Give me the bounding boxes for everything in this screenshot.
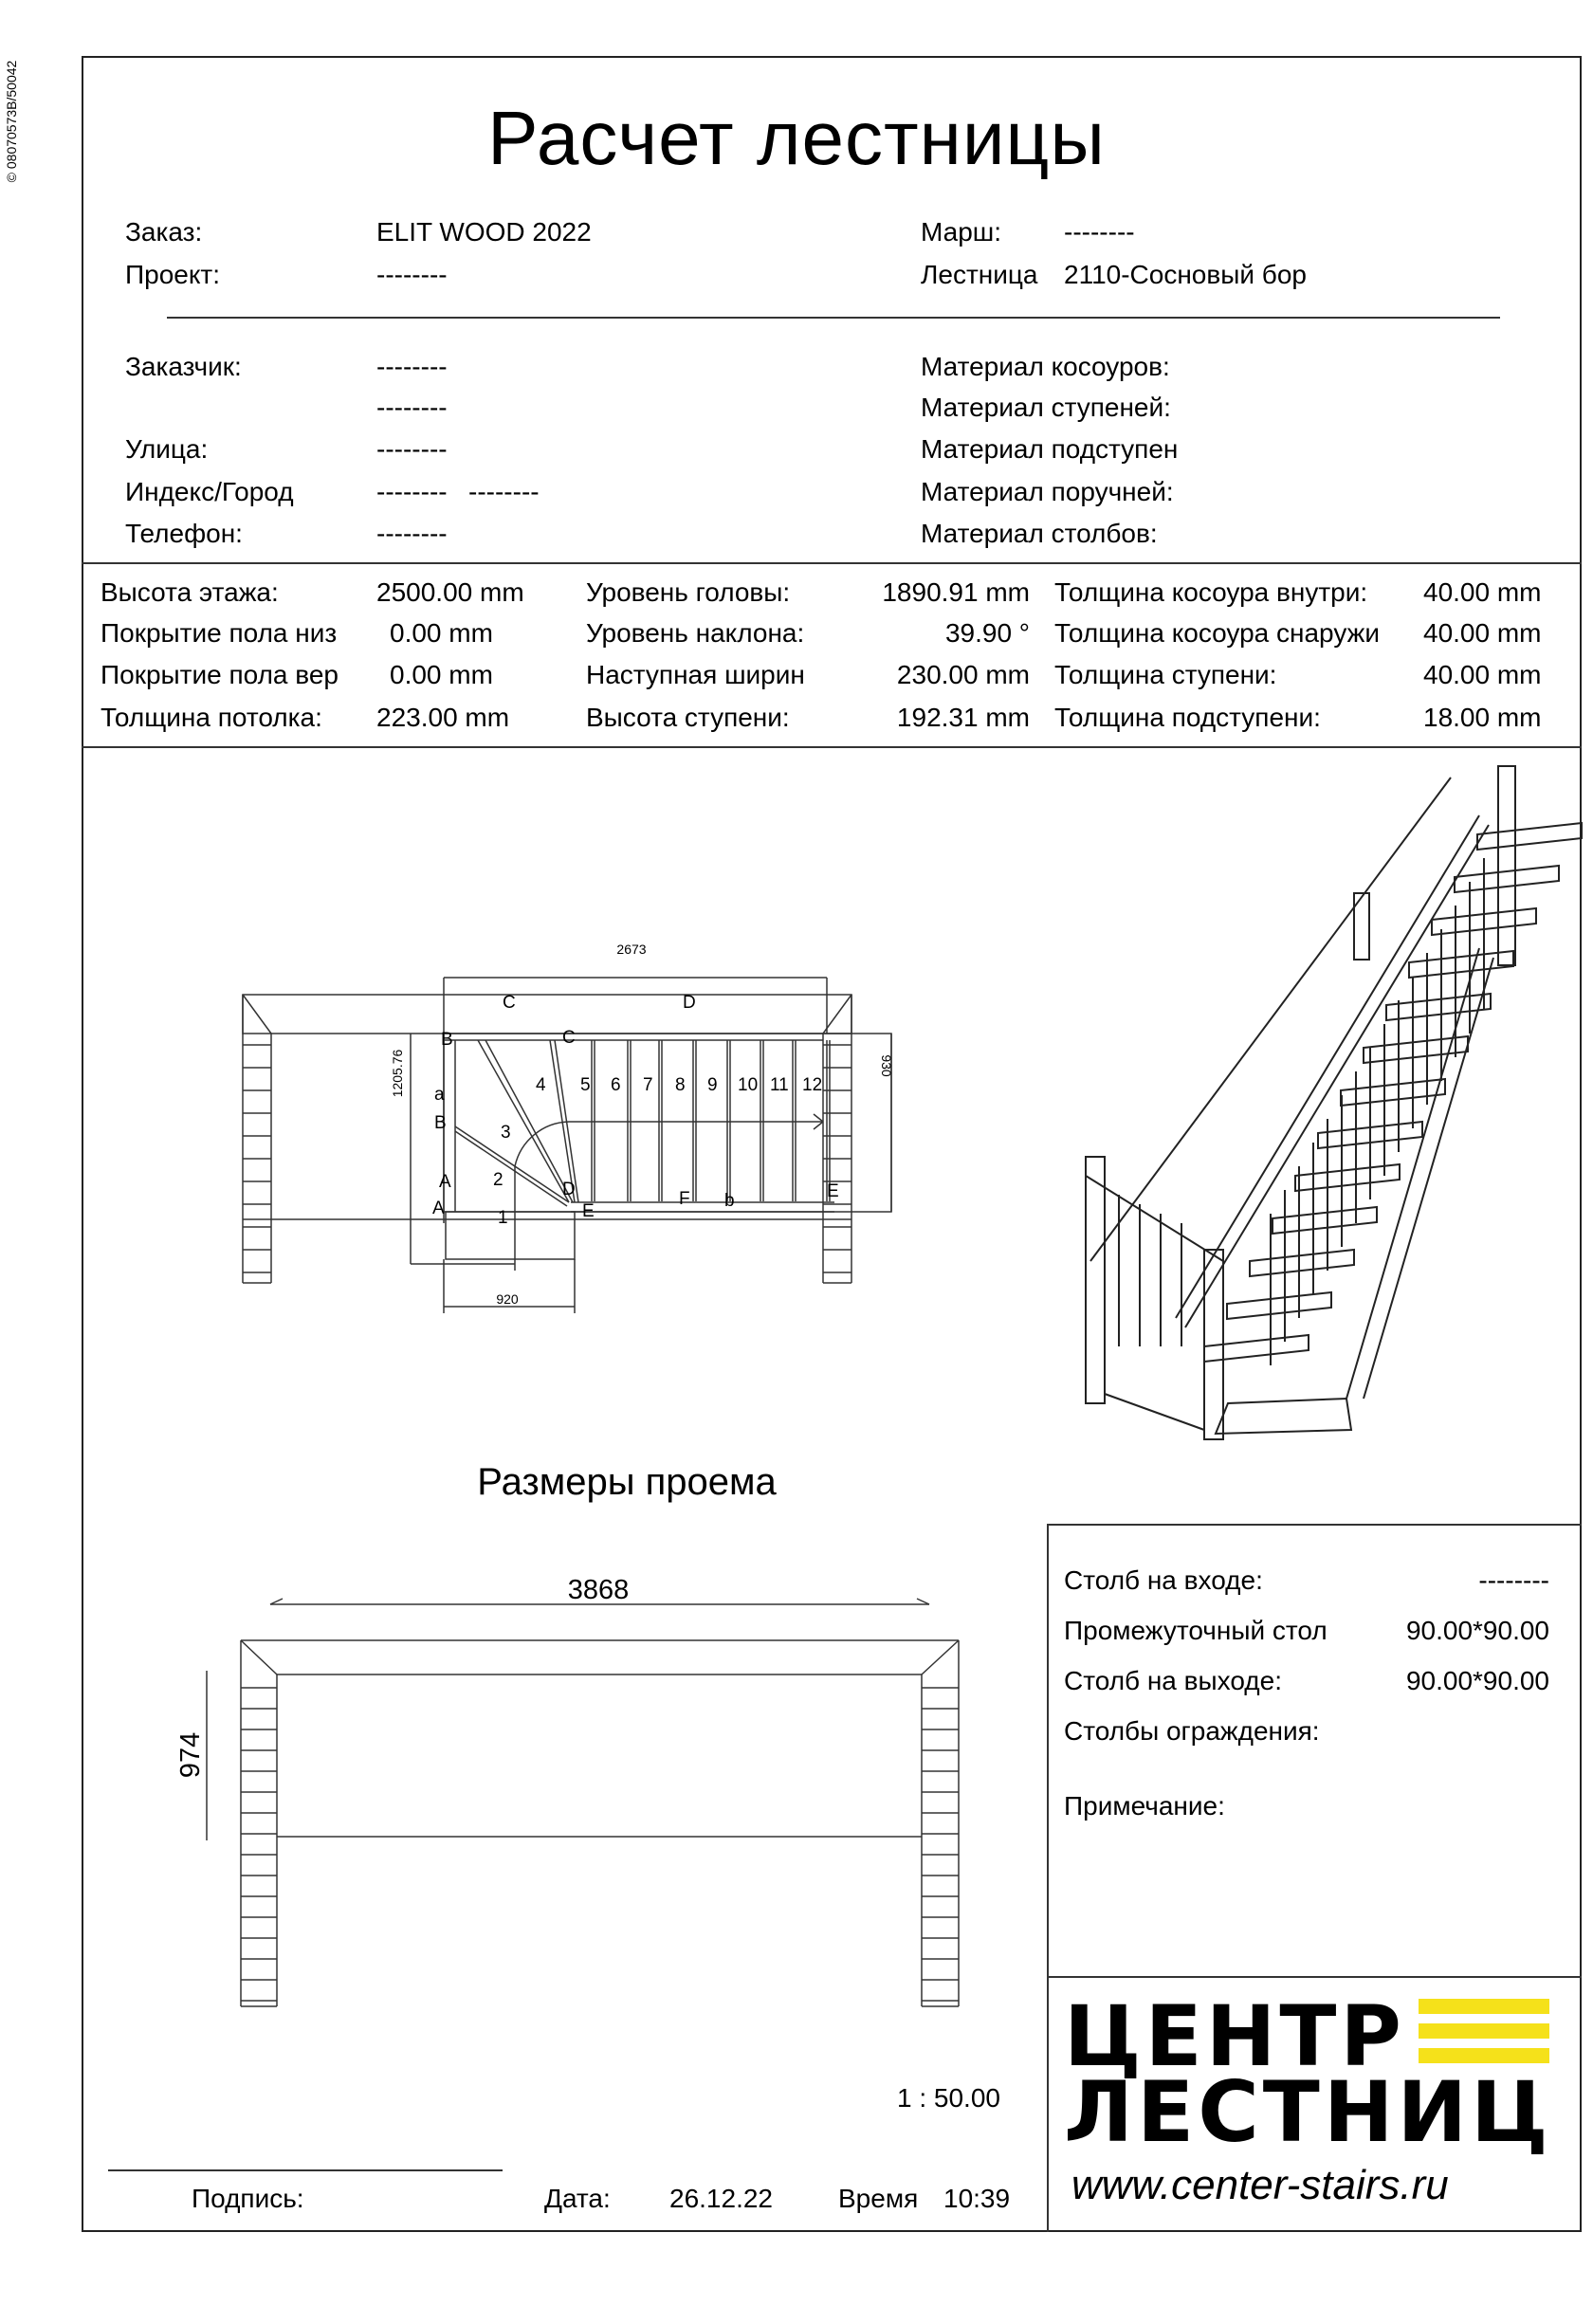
param-label: Толщина косоура внутри: <box>1054 577 1368 607</box>
material-label: Материал ступеней: <box>921 393 1171 422</box>
step-number: 5 <box>580 1075 591 1095</box>
phone-label: Телефон: <box>125 519 243 548</box>
divider <box>1047 1524 1582 1526</box>
param-label: Толщина подступени: <box>1054 703 1321 732</box>
time-value: 10:39 <box>943 2184 1011 2213</box>
tread <box>1204 1335 1309 1362</box>
param-label: Уровень наклона: <box>586 618 805 648</box>
city-value-2: -------- <box>468 477 540 506</box>
street-value: -------- <box>376 434 448 464</box>
step-number: 12 <box>802 1075 823 1095</box>
walk-line <box>515 1122 823 1271</box>
wall <box>241 1640 277 1674</box>
wall-top <box>243 995 851 1034</box>
opening-depth: 974 <box>175 1731 206 1779</box>
post-label: Столб на входе: <box>1064 1565 1263 1595</box>
logo-stripe <box>1419 2023 1549 2039</box>
plan-letter: C <box>503 993 516 1013</box>
param-label: Покрытие пола низ <box>101 618 338 648</box>
city-value: -------- <box>376 477 448 506</box>
wall <box>243 995 271 1034</box>
order-label: Заказ: <box>125 217 203 247</box>
tread <box>1250 1250 1354 1276</box>
post-value: 90.00*90.00 <box>1405 1666 1549 1695</box>
step-number: 4 <box>536 1075 546 1095</box>
logo-stripe <box>1419 1999 1549 2014</box>
param-value: 40.00 mm <box>1423 577 1542 607</box>
param-value: 40.00 mm <box>1423 618 1542 648</box>
scale-label: 1 : 50.00 <box>897 2083 1000 2113</box>
step-number: 6 <box>611 1075 621 1095</box>
plan-letter: F <box>679 1189 690 1209</box>
plan-letter: b <box>724 1191 735 1211</box>
city-label: Индекс/Город <box>125 477 294 506</box>
logo-line-2: ЛЕСТНИЦ <box>1064 2063 1552 2161</box>
plan-letter: A <box>432 1199 445 1218</box>
param-label: Наступная ширин <box>586 660 805 689</box>
string <box>1364 958 1493 1399</box>
param-value: 192.31 mm <box>896 703 1030 732</box>
date-value: 26.12.22 <box>669 2184 773 2213</box>
march-value: -------- <box>1064 217 1135 247</box>
stair-3d-view <box>1086 766 1582 1439</box>
param-label: Высота этажа: <box>101 577 279 607</box>
plan-letter: A <box>439 1172 451 1192</box>
step-number: 10 <box>738 1075 759 1095</box>
param-value: 0.00 mm <box>390 660 493 689</box>
param-label: Высота ступени: <box>586 703 790 732</box>
customer-value-2: -------- <box>376 393 448 422</box>
step-number: 3 <box>501 1123 511 1143</box>
post-label: Столбы ограждения: <box>1064 1716 1320 1746</box>
stair-outline <box>444 1034 891 1212</box>
string <box>1105 1394 1204 1430</box>
param-value: 223.00 mm <box>376 703 510 732</box>
divider <box>1047 1524 1049 2232</box>
param-value: 18.00 mm <box>1423 703 1542 732</box>
param-value: 0.00 mm <box>390 618 493 648</box>
page-title: Расчет лестницы <box>487 96 1106 180</box>
logo-line-1: ЦЕНТР <box>1064 1987 1405 2085</box>
arrow <box>814 1114 823 1122</box>
arrow <box>270 1599 283 1604</box>
newel-post <box>1086 1157 1105 1403</box>
param-label: Толщина ступени: <box>1054 660 1277 689</box>
step-number: 11 <box>770 1075 789 1095</box>
logo-stripe <box>1419 2048 1549 2063</box>
stair-value: 2110-Сосновый бор <box>1064 260 1307 289</box>
opening-drawing <box>207 1599 959 2006</box>
wall <box>922 1640 959 1674</box>
param-label: Уровень головы: <box>586 577 791 607</box>
param-label: Толщина косоура снаружи <box>1054 618 1380 648</box>
plan-dim-right: 930 <box>879 1054 894 1077</box>
step-number: 2 <box>493 1170 504 1190</box>
signature-label: Подпись: <box>192 2184 304 2213</box>
material-label: Материал поручней: <box>921 477 1174 506</box>
march-label: Марш: <box>921 217 1002 247</box>
winder <box>478 1040 569 1202</box>
material-label: Материал подступен <box>921 434 1179 464</box>
plan-letter: E <box>582 1201 595 1221</box>
time-label: Время <box>838 2184 919 2213</box>
material-label: Материал столбов: <box>921 519 1158 548</box>
material-label: Материал косоуров: <box>921 352 1170 381</box>
plan-dim-top: 2673 <box>616 942 647 957</box>
website-link[interactable]: www.center-stairs.ru <box>1071 2162 1449 2208</box>
customer-label: Заказчик: <box>125 352 242 381</box>
plan-dim-left: 1205.76 <box>390 1049 405 1098</box>
plan-letter: D <box>683 993 696 1013</box>
project-value: -------- <box>376 260 448 289</box>
step-number: 7 <box>643 1075 653 1095</box>
street-label: Улица: <box>125 434 209 464</box>
param-label: Покрытие пола вер <box>101 660 339 689</box>
opening-title: Размеры проема <box>477 1461 777 1503</box>
param-value: 40.00 mm <box>1423 660 1542 689</box>
bottom-step <box>1216 1399 1351 1434</box>
copyright-code: © 08070573B/50042 <box>4 60 19 183</box>
stair-label: Лестница <box>921 260 1038 289</box>
opening-width: 3868 <box>567 1575 630 1605</box>
customer-value: -------- <box>376 352 448 381</box>
param-value: 230.00 mm <box>896 660 1030 689</box>
step-number: 1 <box>498 1208 508 1228</box>
plan-letter: B <box>441 1030 453 1050</box>
post-label: Промежуточный стол <box>1064 1616 1328 1645</box>
plan-letter: E <box>827 1181 839 1201</box>
param-value: 1890.91 mm <box>882 577 1030 607</box>
phone-value: -------- <box>376 519 448 548</box>
project-label: Проект: <box>125 260 221 289</box>
signature-line <box>108 2169 503 2171</box>
plan-letter: B <box>434 1113 447 1133</box>
newel-post <box>1498 766 1515 965</box>
post-value: 90.00*90.00 <box>1405 1616 1549 1645</box>
arrow <box>814 1122 823 1129</box>
tread <box>1273 1207 1377 1234</box>
post-label: Столб на выходе: <box>1064 1666 1282 1695</box>
handrail <box>1086 1176 1223 1261</box>
plan-letter: D <box>562 1180 576 1199</box>
tread <box>1477 823 1582 850</box>
param-label: Толщина потолка: <box>101 703 322 732</box>
plan-dim-bottom: 920 <box>496 1291 519 1307</box>
post-value: -------- <box>1478 1565 1549 1595</box>
divider <box>1047 1976 1582 1978</box>
tread <box>1386 994 1491 1020</box>
note-label: Примечание: <box>1064 1791 1225 1821</box>
plan-letter: C <box>562 1028 576 1048</box>
tread <box>1227 1292 1331 1319</box>
param-value: 2500.00 mm <box>376 577 524 607</box>
param-value: 39.90 ° <box>944 618 1030 648</box>
order-value: ELIT WOOD 2022 <box>376 217 592 247</box>
plan-letter: a <box>434 1085 445 1105</box>
date-label: Дата: <box>544 2184 611 2213</box>
step-number: 8 <box>675 1075 686 1095</box>
arrow <box>917 1599 929 1604</box>
step-number: 9 <box>707 1075 718 1095</box>
